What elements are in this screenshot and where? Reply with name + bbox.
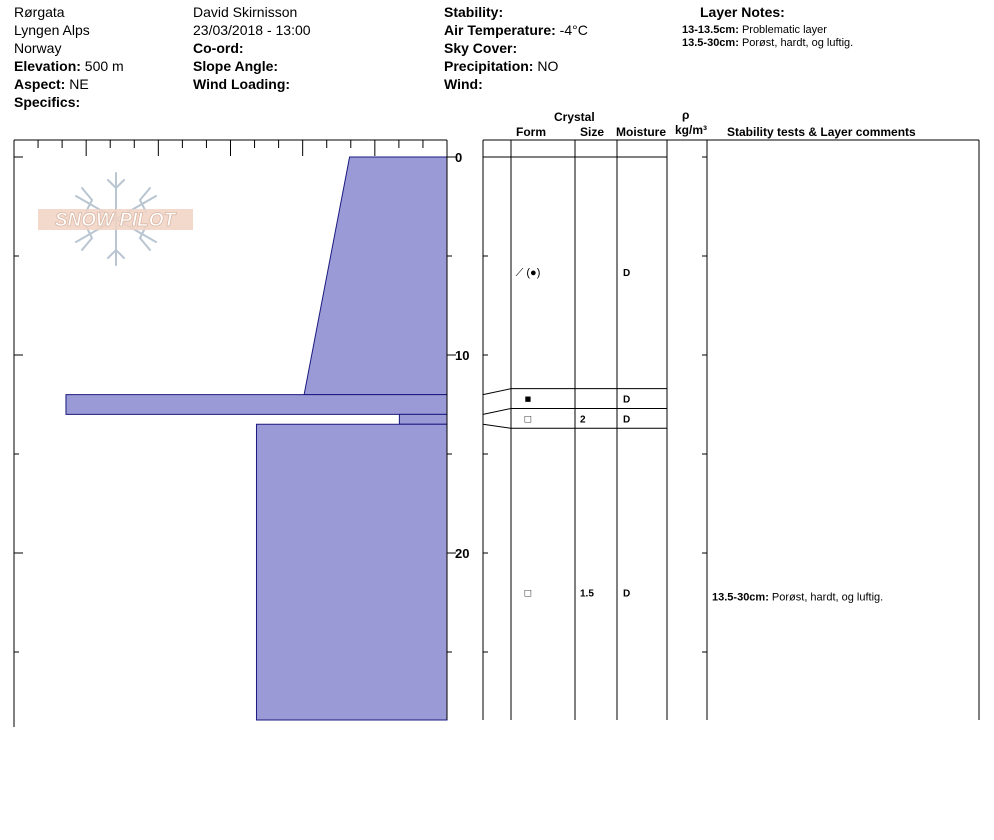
hardness-profile	[66, 157, 447, 720]
layer-comment-range: 13.5-30cm:	[712, 591, 769, 604]
moisture-value: D	[623, 394, 631, 406]
density-unit: kg/m³	[675, 123, 708, 137]
grain-form: □	[524, 587, 532, 600]
hardness-bar	[66, 395, 447, 415]
layer-notes-title: Layer Notes:	[700, 4, 785, 20]
depth-tick-label: 0	[455, 150, 463, 165]
observation-datetime: 23/03/2018 - 13:00	[193, 22, 311, 38]
precipitation-label: Precipitation:	[444, 58, 534, 74]
country-name: Norway	[14, 40, 62, 56]
moisture-value: D	[623, 588, 631, 600]
form-header: Form	[516, 125, 546, 139]
depth-tick-label: 10	[455, 348, 470, 363]
layer-comment	[712, 592, 883, 604]
precipitation-value: NO	[537, 58, 559, 74]
moisture-value: D	[623, 414, 631, 426]
range-name: Lyngen Alps	[14, 22, 90, 38]
wind-loading-label: Wind Loading:	[193, 76, 291, 92]
hardness-bar	[399, 414, 447, 424]
grain-size: 1.5	[580, 588, 594, 600]
wind-label: Wind:	[444, 76, 483, 92]
snowpilot-logo-text: SNOW PILOT	[54, 210, 176, 231]
hardness-bar	[256, 424, 447, 720]
density-symbol: ρ	[682, 108, 690, 122]
elevation-label: Elevation:	[14, 58, 81, 74]
hardness-bar	[304, 157, 447, 395]
specifics-label: Specifics:	[14, 94, 81, 110]
layer-note-1-text: Problematic layer	[741, 24, 827, 36]
grain-size: 2	[580, 414, 586, 426]
snowpilot-logo	[38, 173, 193, 265]
layer-note-1-range: 13-13.5cm:	[682, 24, 739, 36]
aspect-value: NE	[69, 76, 89, 92]
coord-label: Co-ord:	[193, 40, 244, 56]
air-temp-label: Air Temperature:	[444, 22, 556, 38]
crystal-header: Crystal	[554, 110, 595, 124]
observer-name: David Skirnisson	[193, 4, 298, 20]
grain-form: □	[524, 413, 532, 426]
aspect-label: Aspect:	[14, 76, 66, 92]
layer-table	[483, 140, 979, 720]
layer-note-2-range: 13.5-30cm:	[682, 37, 739, 49]
air-temp-value: -4°C	[559, 22, 588, 38]
moisture-value: D	[623, 267, 631, 279]
moisture-header: Moisture	[616, 125, 667, 139]
sky-cover-label: Sky Cover:	[444, 40, 518, 56]
size-header: Size	[580, 125, 605, 139]
layer-note-2-text: Porøst, hardt, og luftig.	[741, 37, 854, 49]
grain-form: ⟋ (●)	[515, 266, 541, 279]
elevation-value: 500 m	[84, 58, 124, 74]
depth-tick-label: 20	[455, 546, 470, 561]
grain-form: ■	[524, 393, 532, 406]
comments-header: Stability tests & Layer comments	[727, 125, 916, 139]
stability-label: Stability:	[444, 4, 504, 20]
slope-angle-label: Slope Angle:	[193, 58, 279, 74]
location-name: Rørgata	[14, 4, 65, 20]
layer-comment-text: Porøst, hardt, og luftig.	[768, 591, 884, 604]
